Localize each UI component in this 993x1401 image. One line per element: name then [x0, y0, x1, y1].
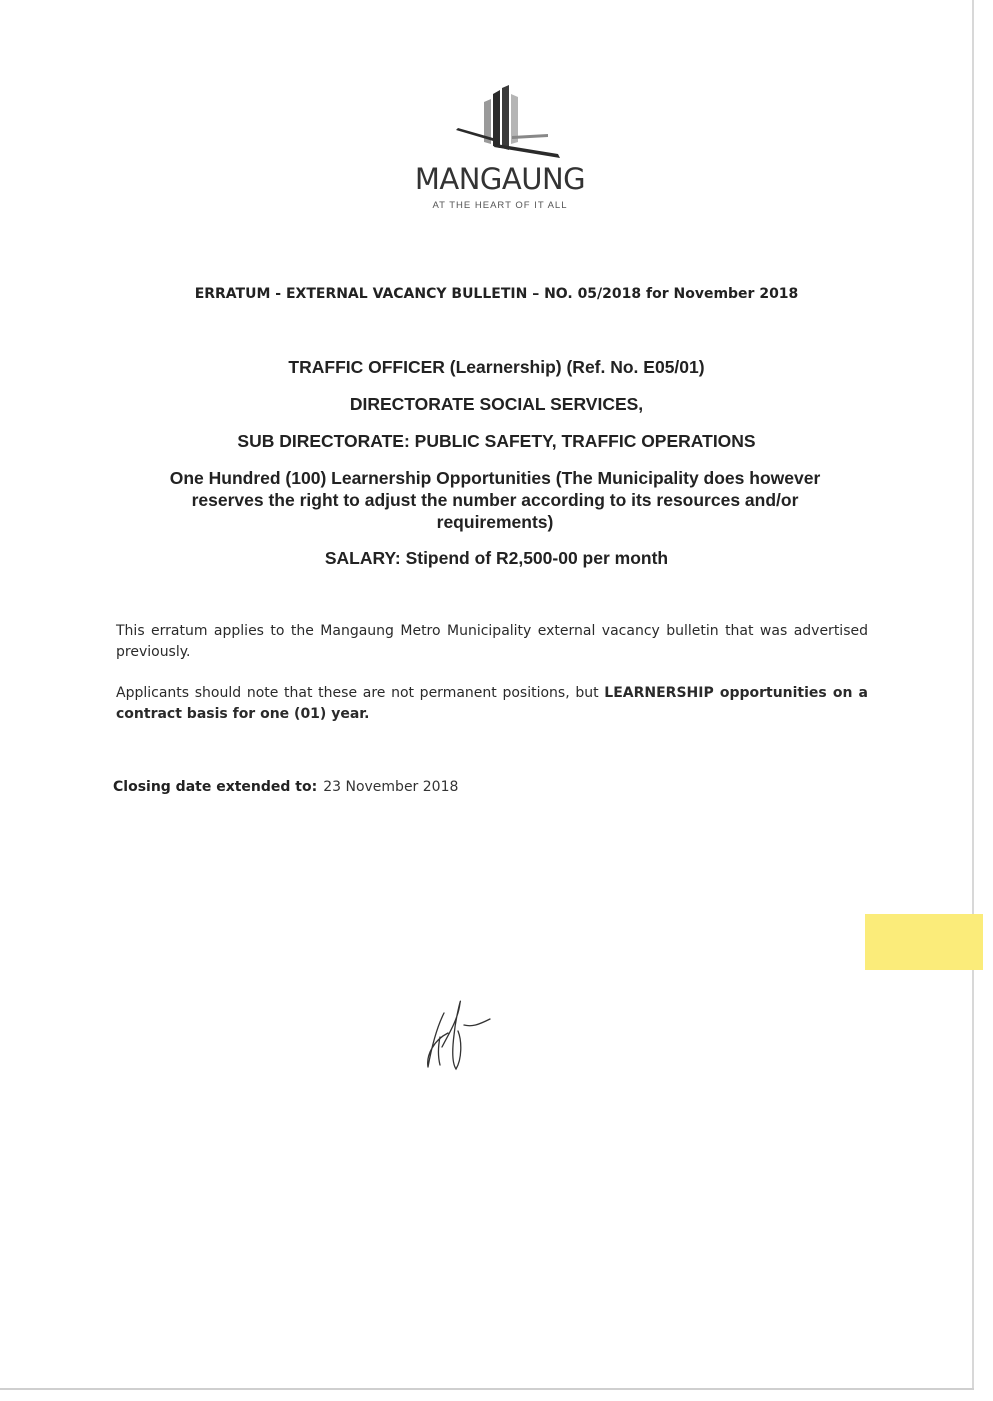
directorate: DIRECTORATE SOCIAL SERVICES,: [349, 394, 644, 414]
opportunities-text: One Hundred (100) Learnership Opportunities (The Municipality does however reserves the right to adjust the number according to its resources and/or requirements): [169, 468, 821, 532]
highlight-mark: [865, 914, 983, 970]
applicants-text: Applicants should note that these are not permanent positions, but: [116, 685, 605, 701]
page-edge-bottom: [0, 1388, 974, 1390]
sub-directorate: SUB DIRECTORATE: PUBLIC SAFETY, TRAFFIC OPERATIONS: [237, 431, 756, 451]
bulletin-title: ERRATUM - EXTERNAL VACANCY BULLETIN – NO. 05/2018 for November 2018: [194, 286, 799, 302]
page-edge-right: [972, 0, 974, 1390]
logo-tagline: AT THE HEART OF IT ALL: [432, 200, 568, 211]
applicants-paragraph: [116, 683, 868, 725]
logo-wordmark: MANGAUNG: [414, 162, 586, 196]
closing-date-label: Closing date extended to:: [113, 779, 318, 795]
closing-date: [113, 779, 458, 795]
signature: [418, 985, 508, 1075]
erratum-paragraph: This erratum applies to the Mangaung Metro Municipality external vacancy bulletin that was advertised previously.: [116, 623, 868, 660]
closing-date-value: 23 November 2018: [323, 779, 459, 795]
learnership-emphasis: LEARNERSHIP opportunities on a contract basis for one (01) year.: [116, 685, 869, 722]
handwritten-signature: [418, 985, 508, 1075]
mangaung-logo-icon: [400, 80, 600, 162]
position-title: TRAFFIC OFFICER (Learnership) (Ref. No. E05/01): [288, 357, 705, 377]
salary-text: SALARY: Stipend of R2,500-00 per month: [324, 548, 669, 568]
mangaung-logo: [400, 80, 600, 220]
